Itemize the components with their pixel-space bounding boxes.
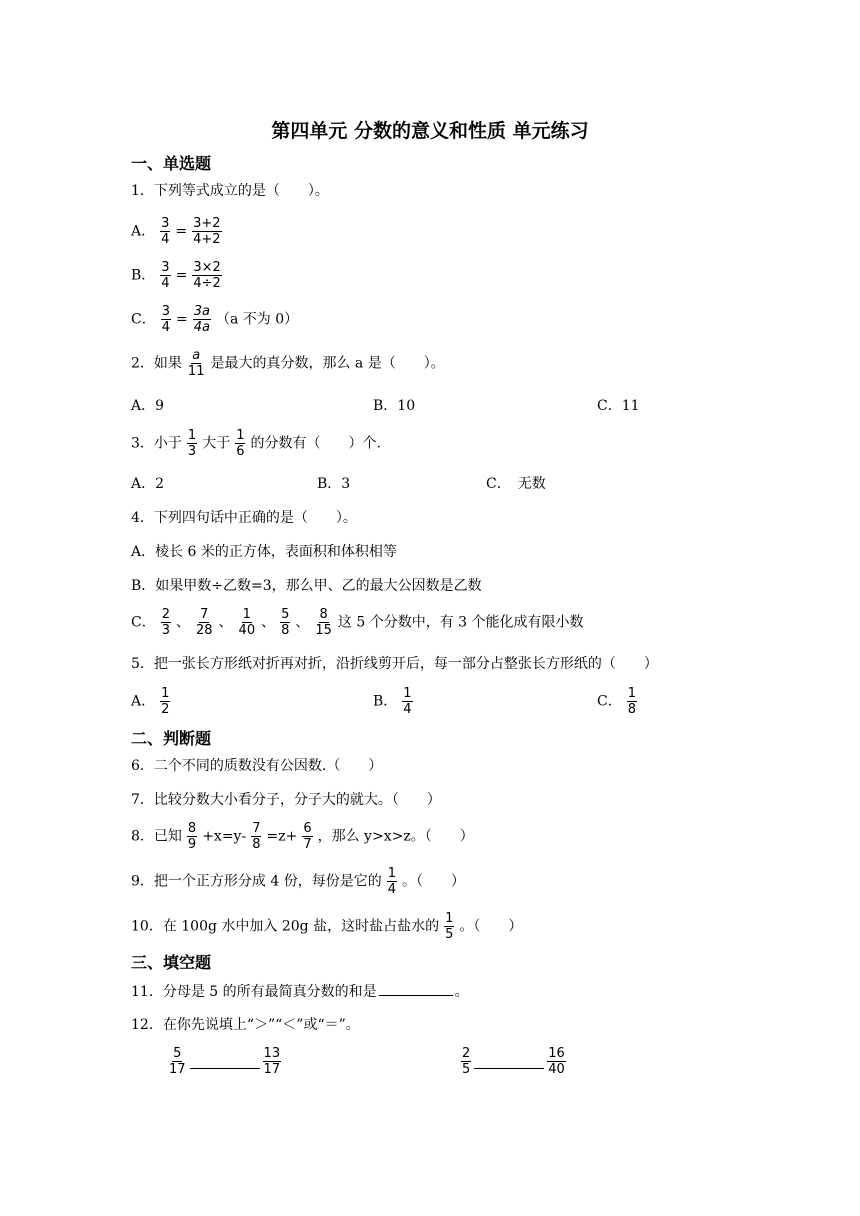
section-heading-single-choice: 一、单选题 [131, 154, 212, 173]
question-4-option-b: B．如果甲数÷乙数=3，那么甲、乙的最大公因数是乙数 [131, 578, 482, 594]
question-1-stem: 1．下列等式成立的是（ ）。 [131, 183, 329, 199]
fraction: $\frac{2}{3}$ [161, 607, 170, 638]
answer-blank[interactable] [474, 1068, 544, 1069]
question-1-option-a: A． $\frac{3}{4}$ = $\frac{3+2}{4+2}$ [131, 216, 221, 247]
question-2-stem: 2．如果 $\frac{a}{11}$ 是最大的真分数，那么 a 是（ ）。 [131, 348, 445, 379]
answer-blank[interactable] [379, 983, 453, 996]
section-heading-true-false: 二、判断题 [131, 729, 212, 748]
fraction: $\frac{3}{4}$ [161, 260, 170, 291]
fraction: $\frac{3}{4}$ [161, 304, 170, 335]
fraction: $\frac{3}{4}$ [161, 216, 170, 247]
question-4-stem: 4．下列四句话中正确的是（ ）。 [131, 510, 357, 526]
question-2-option-a: A．9 [131, 398, 165, 414]
question-2-option-b: B．10 [373, 398, 416, 414]
fraction: $\frac{1}{6}$ [236, 428, 245, 459]
fraction: $\frac{a}{11}$ [187, 348, 205, 379]
question-5-option-a: A． $\frac{1}{2}$ [131, 686, 170, 717]
option-note: （a 不为 0） [215, 311, 299, 328]
question-7-stem: 7．比较分数大小看分子，分子大的就大。（ ） [131, 792, 441, 808]
fraction: $\frac{3+2}{4+2}$ [193, 216, 221, 247]
fraction: $\frac{6}{7}$ [303, 821, 312, 852]
question-2-option-c: C．11 [597, 398, 640, 414]
page-title: 第四单元 分数的意义和性质 单元练习 [271, 120, 589, 142]
fraction: $\frac{3a}{4a}$ [193, 304, 210, 335]
answer-blank[interactable] [190, 1068, 260, 1069]
question-9-stem: 9．把一个正方形分成 4 份，每份是它的 $\frac{1}{4}$ 。（ ） [131, 866, 465, 897]
fraction: $\frac{7}{8}$ [252, 821, 261, 852]
option-label: C． [131, 311, 156, 328]
question-3-stem: 3．小于 $\frac{1}{3}$ 大于 $\frac{1}{6}$ 的分数有（ ）个. [131, 428, 381, 459]
comparison-pair-1 [163, 1046, 286, 1077]
fraction: $\frac{2}{5}$ [462, 1046, 471, 1077]
question-1-option-b: B． $\frac{3}{4}$ = $\frac{3\times 2}{4\div 2}$ [131, 260, 221, 291]
fraction: $\frac{8}{9}$ [187, 821, 197, 852]
fraction: $\frac{1}{5}$ [445, 911, 454, 942]
section-heading-fill-in: 三、填空题 [131, 953, 212, 972]
question-4-option-a: A．棱长 6 米的正方体，表面积和体积相等 [131, 544, 397, 560]
fraction: $\frac{16}{40}$ [548, 1046, 565, 1077]
fraction: $\frac{8}{15}$ [315, 607, 332, 638]
question-10-stem: 10．在 100g 水中加入 20g 盐，这时盐占盐水的 $\frac{1}{5}$ 。（ ） [131, 911, 523, 942]
fraction: $\frac{1}{3}$ [187, 428, 197, 459]
fraction: $\frac{3\times 2}{4\div 2}$ [193, 260, 221, 291]
question-3-option-c: C． 无数 [486, 476, 546, 492]
question-5-option-c: C． $\frac{1}{8}$ [597, 686, 636, 717]
question-5-option-b: B． $\frac{1}{4}$ [373, 686, 412, 717]
question-11-stem: 11．分母是 5 的所有最简真分数的和是 。 [131, 984, 469, 1000]
option-label: B． [131, 267, 156, 284]
question-3-option-a: A．2 [131, 476, 165, 492]
option-label: A． [131, 223, 156, 240]
fraction: $\frac{1}{8}$ [627, 686, 636, 717]
comparison-pair-2 [456, 1046, 571, 1077]
fraction: $\frac{7}{28}$ [196, 607, 213, 638]
fraction: $\frac{1}{2}$ [161, 686, 170, 717]
fraction: $\frac{1}{40}$ [238, 607, 256, 638]
question-8-stem: 8．已知 $\frac{8}{9}$ +x=y- $\frac{7}{8}$ =z+ $\frac{6}{7}$ ，那么 y>x>z。（ ） [131, 821, 474, 852]
fraction: $\frac{5}{17}$ [169, 1046, 186, 1077]
question-4-option-c: C． $\frac{2}{3}$ 、 $\frac{7}{28}$ 、 $\frac{1}{40}$ 、 $\frac{5}{8}$ 、 $\frac{8}{15}$ 这 5 个分数中，有 3 个能化成有限小数 [131, 607, 584, 638]
fraction: $\frac{1}{4}$ [387, 866, 396, 897]
fraction: $\frac{13}{17}$ [263, 1046, 281, 1077]
question-5-stem: 5．把一张长方形纸对折再对折，沿折线剪开后，每一部分占整张长方形纸的（ ） [131, 656, 658, 672]
question-1-option-c: C． $\frac{3}{4}$ = $\frac{3a}{4a}$ （a 不为 0） [131, 304, 299, 335]
fraction: $\frac{1}{4}$ [403, 686, 412, 717]
question-12-stem: 12．在你先说填上“＞”“＜”或“＝”。 [131, 1017, 360, 1033]
question-3-option-b: B．3 [317, 476, 351, 492]
question-6-stem: 6．二个不同的质数没有公因数.（ ） [131, 758, 383, 774]
fraction: $\frac{5}{8}$ [281, 607, 290, 638]
